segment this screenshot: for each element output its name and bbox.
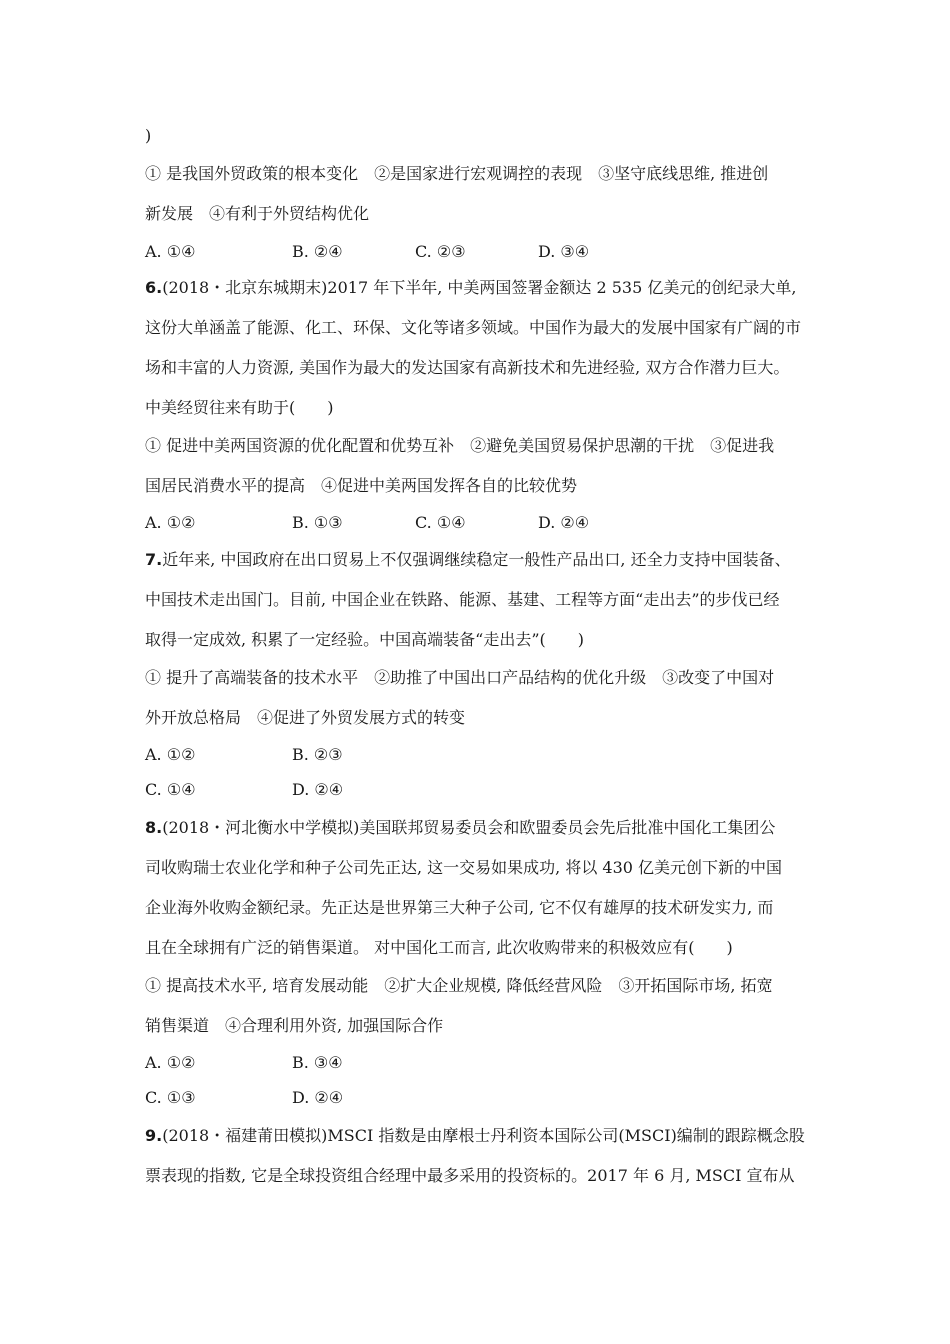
q8-stem-line-4: 且在全球拥有广泛的销售渠道。 对中国化工而言, 此次收购带来的积极效应有( ) xyxy=(145,938,733,957)
q8-stem-line-3: 企业海外收购金额纪录。先正达是世界第三大种子公司, 它不仅有雄厚的技术研发实力, 而 xyxy=(145,898,774,917)
q8-option-c[interactable]: C. ①③ xyxy=(145,1088,196,1107)
q7-option-b[interactable]: B. ②③ xyxy=(292,745,343,764)
q6-stem-text-1: (2018・北京东城期末)2017 年下半年, 中美两国签署金额达 2 535 亿美元的创纪录大单, xyxy=(162,278,797,297)
q5-statements-line-1: ① 是我国外贸政策的根本变化 ②是国家进行宏观调控的表现 ③坚守底线思维, 推进创 xyxy=(145,164,769,183)
q5-option-d[interactable]: D. ③④ xyxy=(538,242,590,261)
q8-stem-line-2: 司收购瑞士农业化学和种子公司先正达, 这一交易如果成功, 将以 430 亿美元创下新的中国 xyxy=(145,858,783,877)
q9-number: 9. xyxy=(145,1126,163,1145)
q8-stem-text-1: (2018・河北衡水中学模拟)美国联邦贸易委员会和欧盟委员会先后批准中国化工集团公 xyxy=(162,818,776,837)
q5-option-c[interactable]: C. ②③ xyxy=(415,242,466,261)
q8-number: 8. xyxy=(145,818,163,837)
q7-statements-line-1: ① 提升了高端装备的技术水平 ②助推了中国出口产品结构的优化升级 ③改变了中国对 xyxy=(145,668,775,687)
q8-statements-line-1: ① 提高技术水平, 培育发展动能 ②扩大企业规模, 降低经营风险 ③开拓国际市场, 拓宽 xyxy=(145,976,773,995)
q8-statements-line-2: 销售渠道 ④合理利用外资, 加强国际合作 xyxy=(145,1016,444,1035)
q7-number: 7. xyxy=(145,550,163,569)
q6-option-c[interactable]: C. ①④ xyxy=(415,513,466,532)
q5-tail: ) xyxy=(145,126,152,145)
q7-stem-line-1 xyxy=(145,550,791,570)
q6-option-a[interactable]: A. ①② xyxy=(145,513,196,532)
q9-stem-line-1 xyxy=(145,1126,805,1146)
q7-statements-line-2: 外开放总格局 ④促进了外贸发展方式的转变 xyxy=(145,708,466,727)
q7-stem-text-1: 近年来, 中国政府在出口贸易上不仅强调继续稳定一般性产品出口, 还全力支持中国装备、 xyxy=(162,550,791,569)
q6-stem-line-1 xyxy=(145,278,796,298)
q6-statements-line-2: 国居民消费水平的提高 ④促进中美两国发挥各自的比较优势 xyxy=(145,476,578,495)
q7-option-a[interactable]: A. ①② xyxy=(145,745,196,764)
q7-stem-line-2: 中国技术走出国门。目前, 中国企业在铁路、能源、基建、工程等方面“走出去”的步伐已经 xyxy=(145,590,780,609)
q6-stem-line-4: 中美经贸往来有助于( ) xyxy=(145,398,334,417)
q8-option-d[interactable]: D. ②④ xyxy=(292,1088,344,1107)
q5-option-a[interactable]: A. ①④ xyxy=(145,242,196,261)
q6-option-b[interactable]: B. ①③ xyxy=(292,513,343,532)
q8-option-a[interactable]: A. ①② xyxy=(145,1053,196,1072)
q6-option-d[interactable]: D. ②④ xyxy=(538,513,590,532)
q7-option-c[interactable]: C. ①④ xyxy=(145,780,196,799)
q6-number: 6. xyxy=(145,278,163,297)
q8-option-b[interactable]: B. ③④ xyxy=(292,1053,343,1072)
q6-stem-line-2: 这份大单涵盖了能源、化工、环保、文化等诸多领域。中国作为最大的发展中国家有广阔的市 xyxy=(145,318,802,337)
q9-stem-text-1: (2018・福建莆田模拟)MSCI 指数是由摩根士丹利资本国际公司(MSCI)编制的跟踪概念股 xyxy=(162,1126,805,1145)
q9-stem-line-2: 票表现的指数, 它是全球投资组合经理中最多采用的投资标的。2017 年 6 月, MSCI 宣布从 xyxy=(145,1166,795,1185)
q5-statements-line-2: 新发展 ④有利于外贸结构优化 xyxy=(145,204,370,223)
q6-stem-line-3: 场和丰富的人力资源, 美国作为最大的发达国家有高新技术和先进经验, 双方合作潜力巨大。 xyxy=(145,358,790,377)
q5-option-b[interactable]: B. ②④ xyxy=(292,242,343,261)
q7-option-d[interactable]: D. ②④ xyxy=(292,780,344,799)
q6-statements-line-1: ① 促进中美两国资源的优化配置和优势互补 ②避免美国贸易保护思潮的干扰 ③促进我 xyxy=(145,436,775,455)
q7-stem-line-3: 取得一定成效, 积累了一定经验。中国高端装备“走出去”( ) xyxy=(145,630,585,649)
q8-stem-line-1 xyxy=(145,818,775,838)
